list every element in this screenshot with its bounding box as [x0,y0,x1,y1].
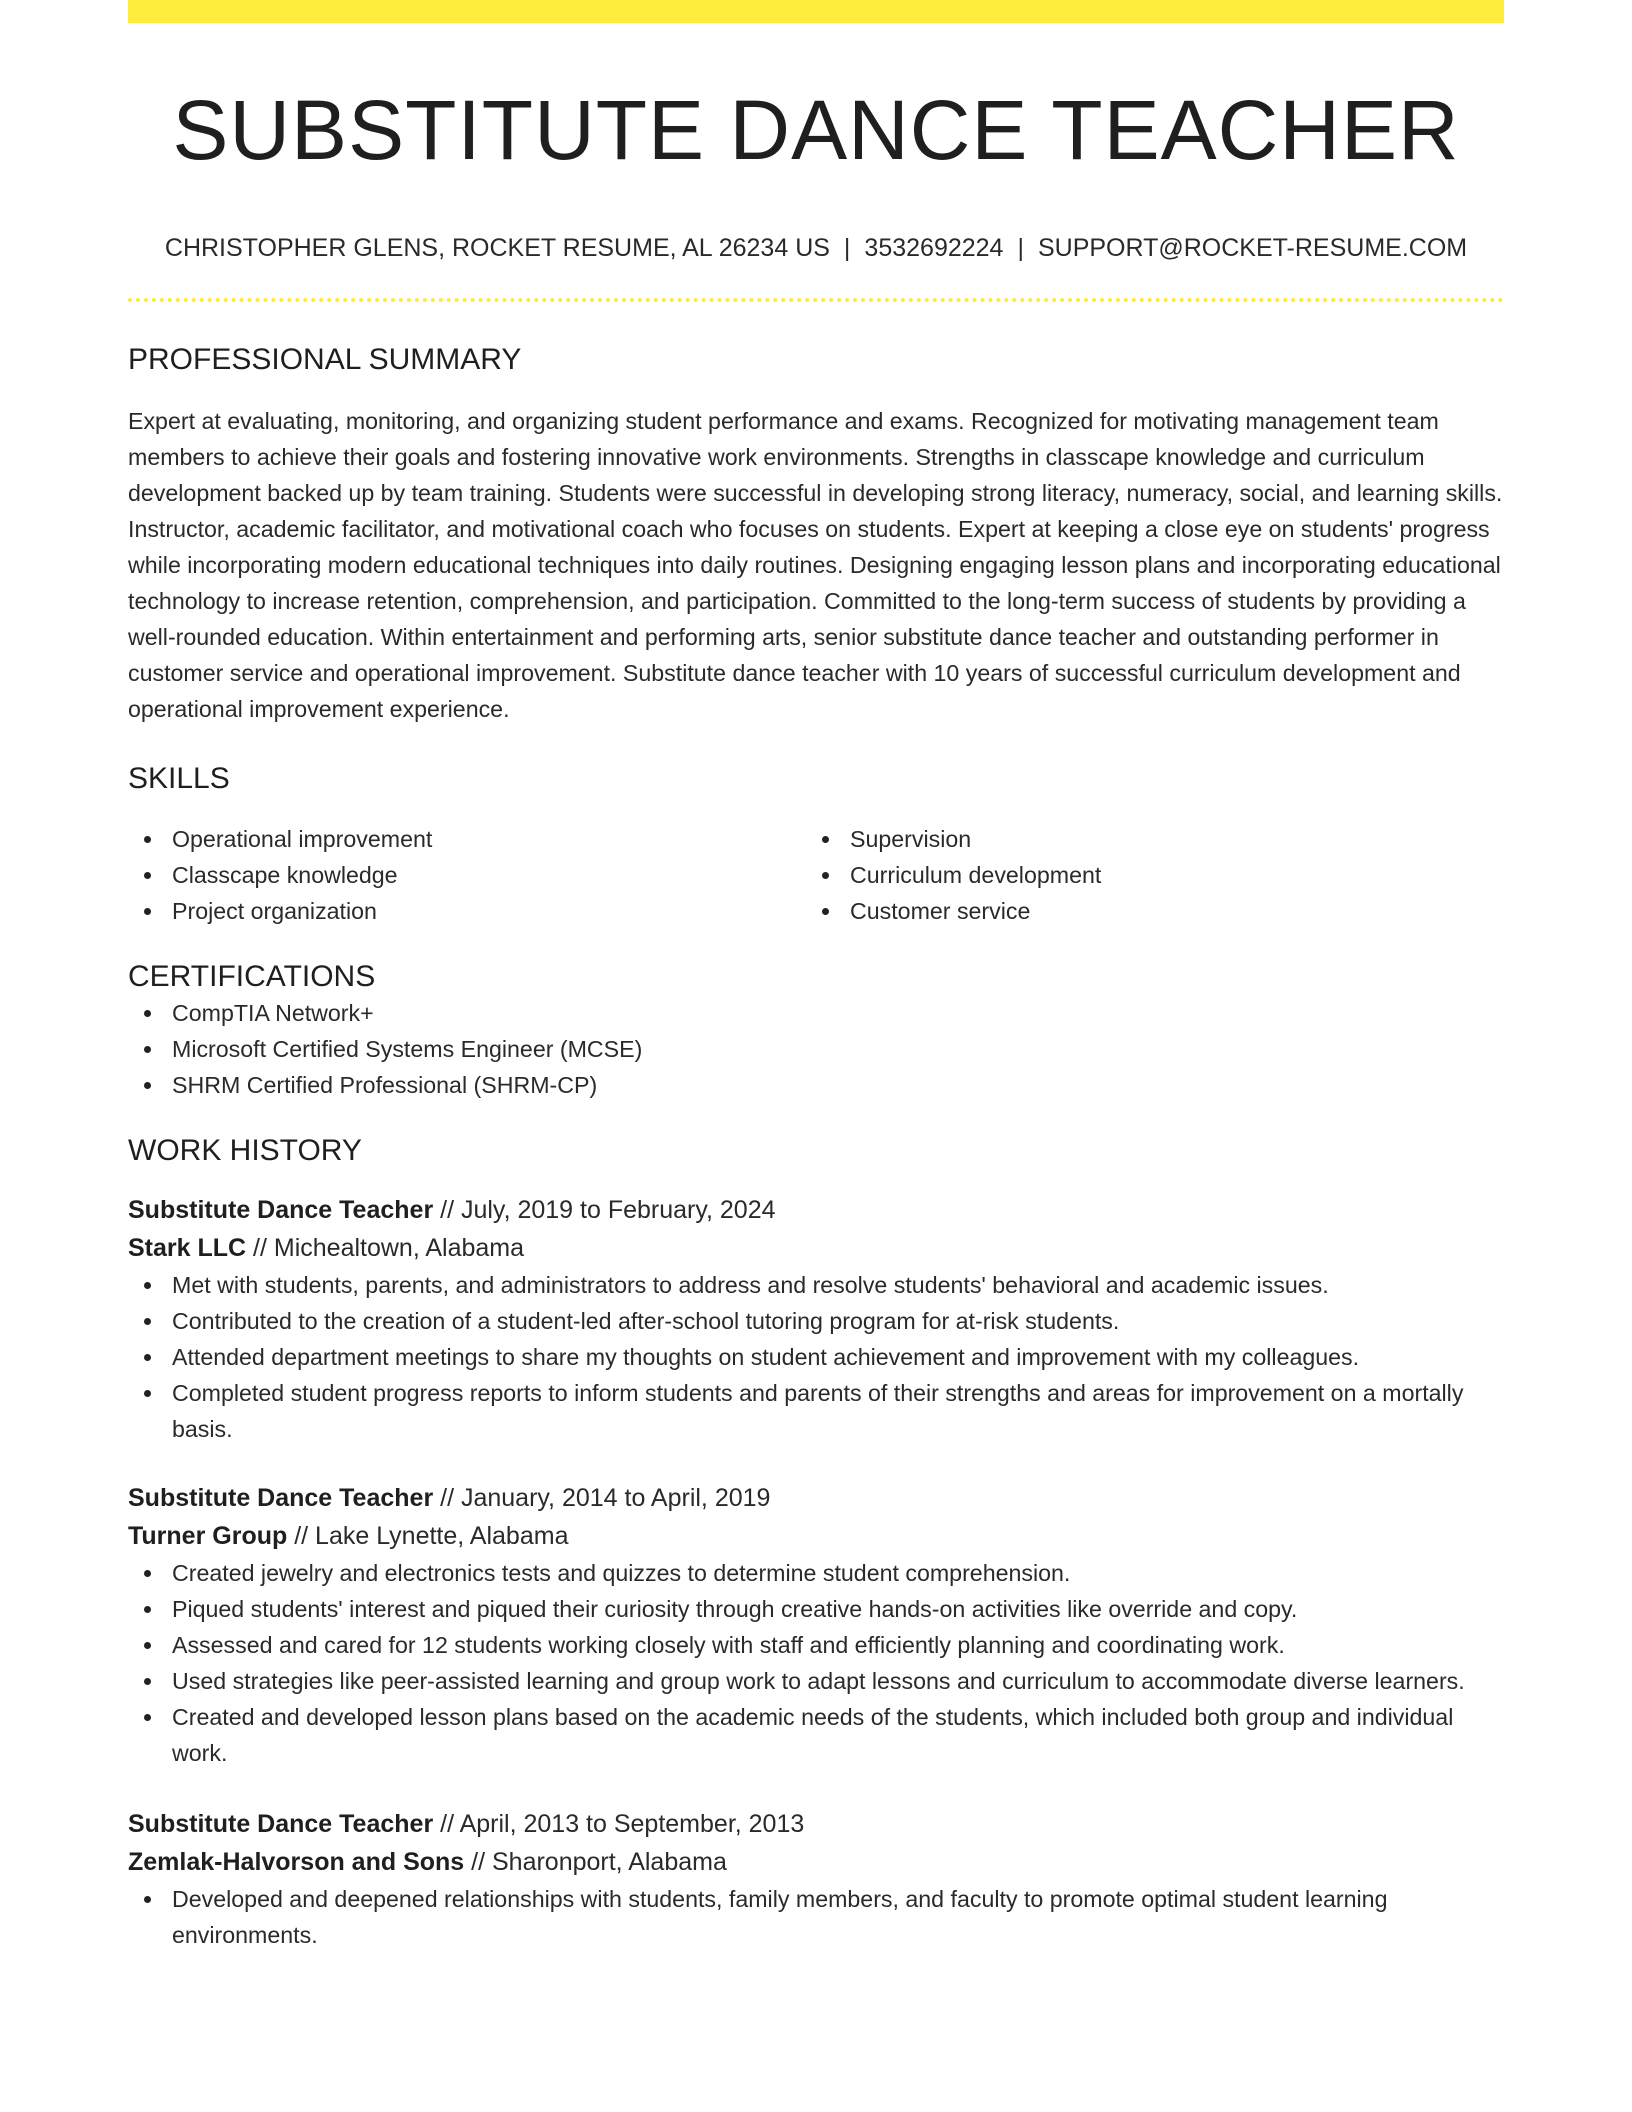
job-duty: Created jewelry and electronics tests and quizzes to determine student comprehension. [128,1555,1504,1591]
certifications-list [128,995,1504,1103]
contact-separator: | [843,234,851,262]
job-entry [128,1479,1504,1771]
contact-line [128,232,1504,264]
job-duties-list [128,1881,1504,1953]
skills-heading: SKILLS [128,762,230,795]
skills-grid [128,821,1504,929]
certifications-heading: CERTIFICATIONS [128,960,376,993]
job-company: Stark LLC [128,1234,247,1262]
job-duty: Created and developed lesson plans based on the academic needs of the students, which included both group and individual work. [128,1699,1504,1771]
contact-address: CHRISTOPHER GLENS, ROCKET RESUME, AL 26234 US [164,234,830,262]
job-entry [128,1805,1504,1953]
job-duty: Used strategies like peer-assisted learning and group work to adapt lessons and curriculum to accommodate diverse learners. [128,1663,1504,1699]
skill-item: Curriculum development [806,857,1484,893]
resume-content [128,0,1504,1953]
job-duty: Contributed to the creation of a student-led after-school tutoring program for at-risk students. [128,1303,1504,1339]
job-entry [128,1191,1504,1447]
job-title: Substitute Dance Teacher [128,1484,434,1512]
job-duties-list [128,1267,1504,1447]
job-title-line [128,1479,1504,1517]
job-company: Zemlak-Halvorson and Sons [128,1848,465,1876]
work-history-heading: WORK HISTORY [128,1134,362,1167]
contact-email: SUPPORT@ROCKET-RESUME.COM [1037,234,1468,262]
skill-item: Supervision [806,821,1484,857]
skills-column-right [806,821,1484,929]
job-company-line [128,1843,1504,1881]
certification-item: CompTIA Network+ [128,995,1504,1031]
job-duty: Developed and deepened relationships with students, family members, and faculty to promote optimal student learning environments. [128,1881,1504,1953]
summary-heading: PROFESSIONAL SUMMARY [128,343,522,376]
skills-column-left [128,821,806,929]
resume-title: SUBSTITUTE DANCE TEACHER [172,83,1460,177]
skills-list-left [128,821,806,929]
job-duty: Attended department meetings to share my thoughts on student achievement and improvement with my colleagues. [128,1339,1504,1375]
job-dates: // April, 2013 to September, 2013 [433,1810,805,1838]
job-dates: // January, 2014 to April, 2019 [433,1484,771,1512]
skill-item: Operational improvement [128,821,806,857]
job-duty: Piqued students' interest and piqued their curiosity through creative hands-on activities like override and copy. [128,1591,1504,1627]
certification-item: Microsoft Certified Systems Engineer (MCSE) [128,1031,1504,1067]
skill-item: Classcape knowledge [128,857,806,893]
job-company-line [128,1229,1504,1267]
contact-phone: 3532692224 [864,234,1004,262]
job-duty: Met with students, parents, and administrators to address and resolve students' behavioral and academic issues. [128,1267,1504,1303]
job-title: Substitute Dance Teacher [128,1196,434,1224]
dotted-divider [128,298,1504,302]
job-company: Turner Group [128,1522,288,1550]
job-location: // Sharonport, Alabama [464,1848,727,1876]
certification-item: SHRM Certified Professional (SHRM-CP) [128,1067,1504,1103]
job-location: // Lake Lynette, Alabama [287,1522,569,1550]
job-duty: Assessed and cared for 12 students working closely with staff and efficiently planning and coordinating work. [128,1627,1504,1663]
summary-text: Expert at evaluating, monitoring, and organizing student performance and exams. Recognized for motivating management team members to achieve their goals and fostering innovative work environments. Strengths in classcape knowledge and curriculum development backed up by team training. Students were successful in developing strong literacy, numeracy, social, and learning skills. Instructor, academic facilitator, and motivational coach who focuses on students. Expert at keeping a close eye on students' progress while incorporating modern educational techniques into daily routines. Designing engaging lesson plans and incorporating educational technology to increase retention, comprehension, and participation. Committed to the long-term success of students by providing a well-rounded education. Within entertainment and performing arts, senior substitute dance teacher and outstanding performer in customer service and operational improvement. Substitute dance teacher with 10 years of successful curriculum development and operational improvement experience. [128,408,1503,722]
skill-item: Customer service [806,893,1484,929]
job-duty: Completed student progress reports to inform students and parents of their strengths and areas for improvement on a mortally basis. [128,1375,1504,1447]
skills-list-right [806,821,1484,929]
job-dates: // July, 2019 to February, 2024 [433,1196,776,1224]
job-company-line [128,1517,1504,1555]
skill-item: Project organization [128,893,806,929]
job-duties-list [128,1555,1504,1771]
contact-separator: | [1017,234,1024,262]
job-title: Substitute Dance Teacher [128,1810,434,1838]
job-title-line [128,1191,1504,1229]
job-location: // Michealtown, Alabama [246,1234,525,1262]
job-title-line [128,1805,1504,1843]
